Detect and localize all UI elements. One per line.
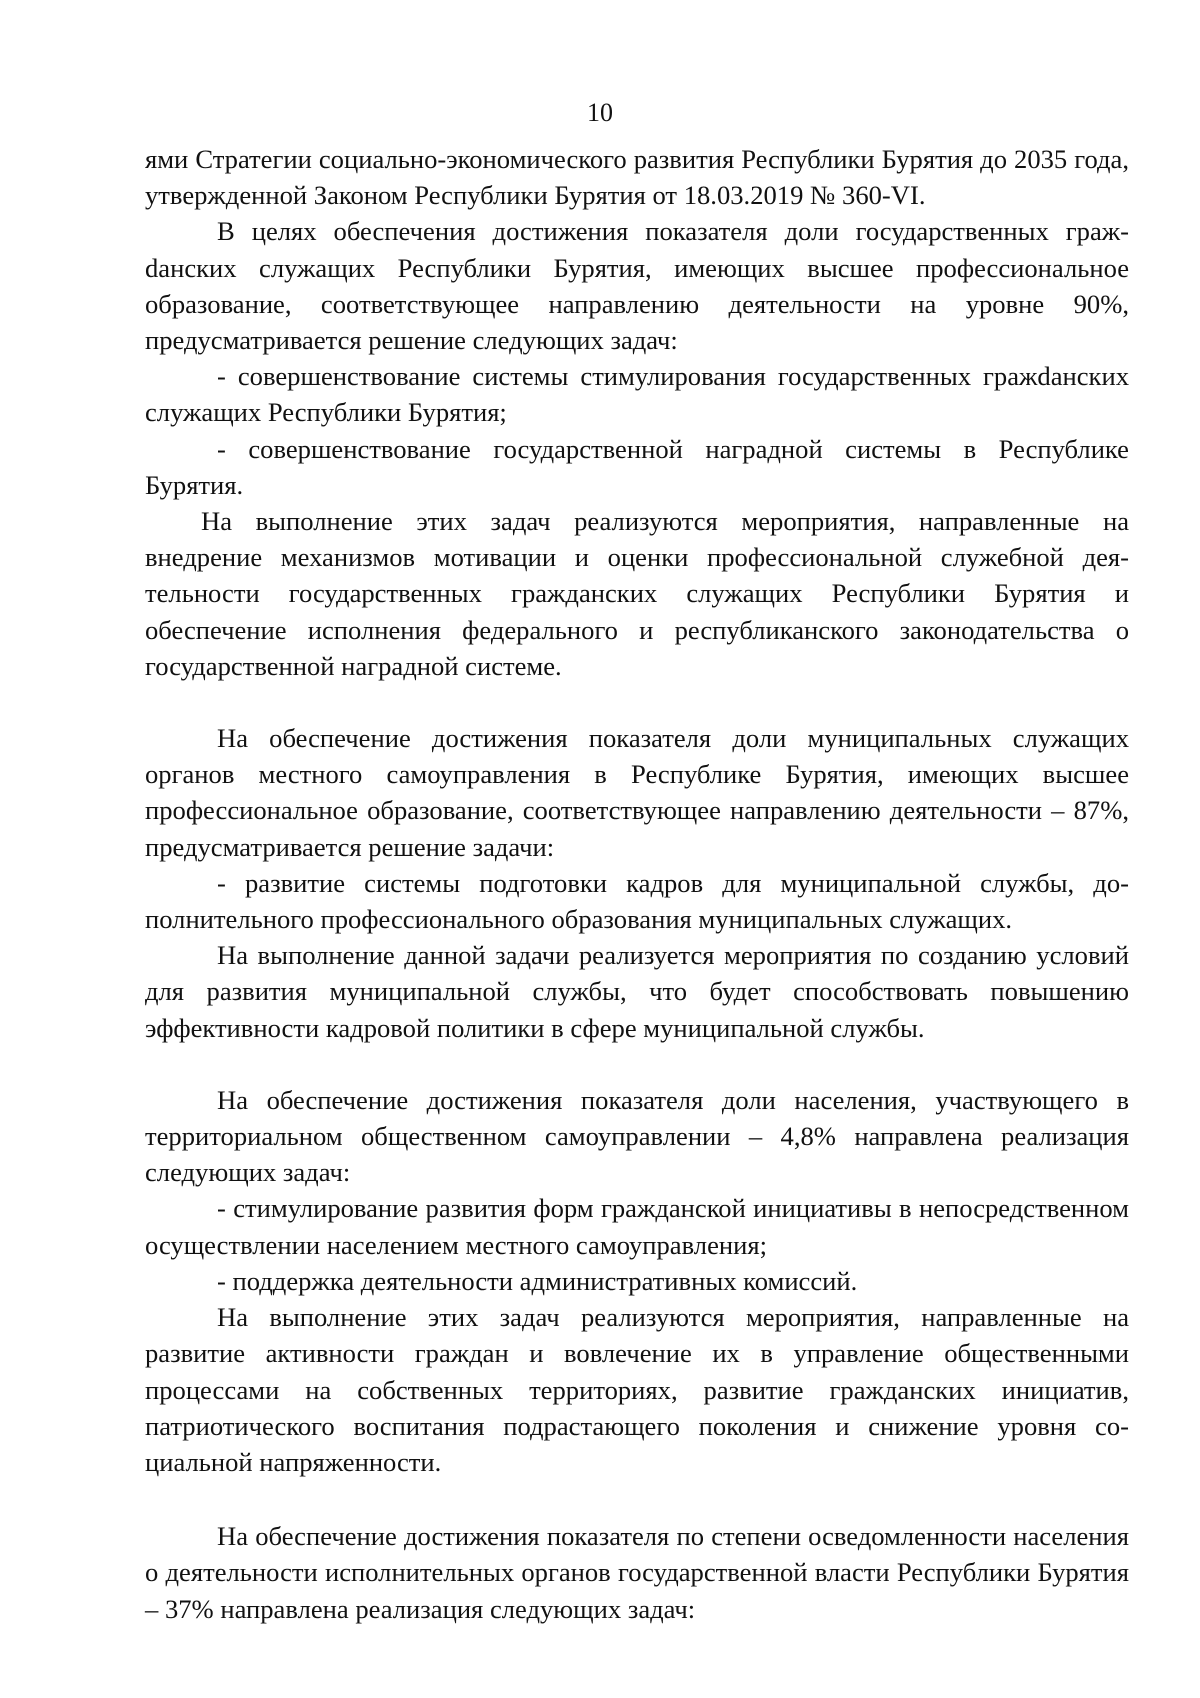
paragraph-motivation-measures: На выполнение этих задач реализуются мероприятия, направленные на внедрение механизмов мотивации и оценки профессиональной служебной деятельности государственных гражданских служащих Республики Бурятия и обеспечение исполнения федерального и республиканского законодательства о государственной наградной системе. [145, 506, 1129, 681]
task-item-award-system: - совершенствование государственной наградной системы в Республике Бурятия. [145, 433, 1129, 500]
page-number: 10 [587, 98, 613, 127]
paragraph-civic-activity-measures: На выполнение этих задач реализуются мероприятия, направленные на развитие активности граждан и вовлечение их в управление общественными процессами на собственных территориях, развитие гражданских инициатив, патриотического воспитания подрастающего поколения и снижение уровня социальной напряженности. [145, 1302, 1129, 1477]
paragraph-municipal-service-measures: На выполнение данной задачи реализуется мероприятия по созданию условий для развития муниципальной службы, что будет способствовать повышению эффективности кадровой политики в сфере муниципальной службы. [145, 940, 1129, 1043]
task-item-administrative-commissions: - поддержка деятельности административных комиссий. [217, 1265, 858, 1296]
paragraph-territorial-self-government: На обеспечение достижения показателя доли населения, участвующего в территориальном общественном самоуправлении – 4,8% направлена реализация следующих задач: [145, 1084, 1129, 1188]
task-item-stimulation-system: - совершенствование системы стимулирования государственных гражdанских служащих Республики Бурятия; [145, 361, 1129, 428]
paragraph-civil-servants-education: В целях обеспечения достижения показателя доли государственных гражdанских служащих Республики Бурятия, имеющих высшее профессиональное образование, соответствующее направлению деятельности на уровне 90%, предусматривается решение следующих задач: [145, 216, 1129, 356]
paragraph-spacer [145, 1046, 1129, 1082]
task-item-training-system: - развитие системы подготовки кадров для муниципальной службы, дополнительного профессионального образования муниципальных служащих. [145, 867, 1129, 935]
paragraph-spacer [145, 684, 1129, 720]
paragraph-strategy-continuation: ями Стратегии социально-экономического развития Республики Бурятия до 2035 года, утвержденной Законом Республики Бурятия от 18.03.2019 № 360-VI. [145, 144, 1129, 211]
paragraph-public-awareness: На обеспечение достижения показателя по степени осведомленности населения о деятельности исполнительных органов государственной власти Республики Бурятия – 37% направлена реализация следующих задач: [145, 1521, 1129, 1624]
document-body [145, 141, 1129, 1627]
paragraph-spacer [145, 1480, 1129, 1518]
task-item-civic-initiative: - стимулирование развития форм гражданской инициативы в непосредственном осуществлении населением местного самоуправления; [145, 1193, 1129, 1260]
paragraph-municipal-servants-education: На обеспечение достижения показателя доли муниципальных служащих органов местного самоуправления в Республике Бурятия, имеющих высшее профессиональное образование, соответствующее направлению деятельности – 87%, предусматривается решение задачи: [145, 723, 1129, 862]
